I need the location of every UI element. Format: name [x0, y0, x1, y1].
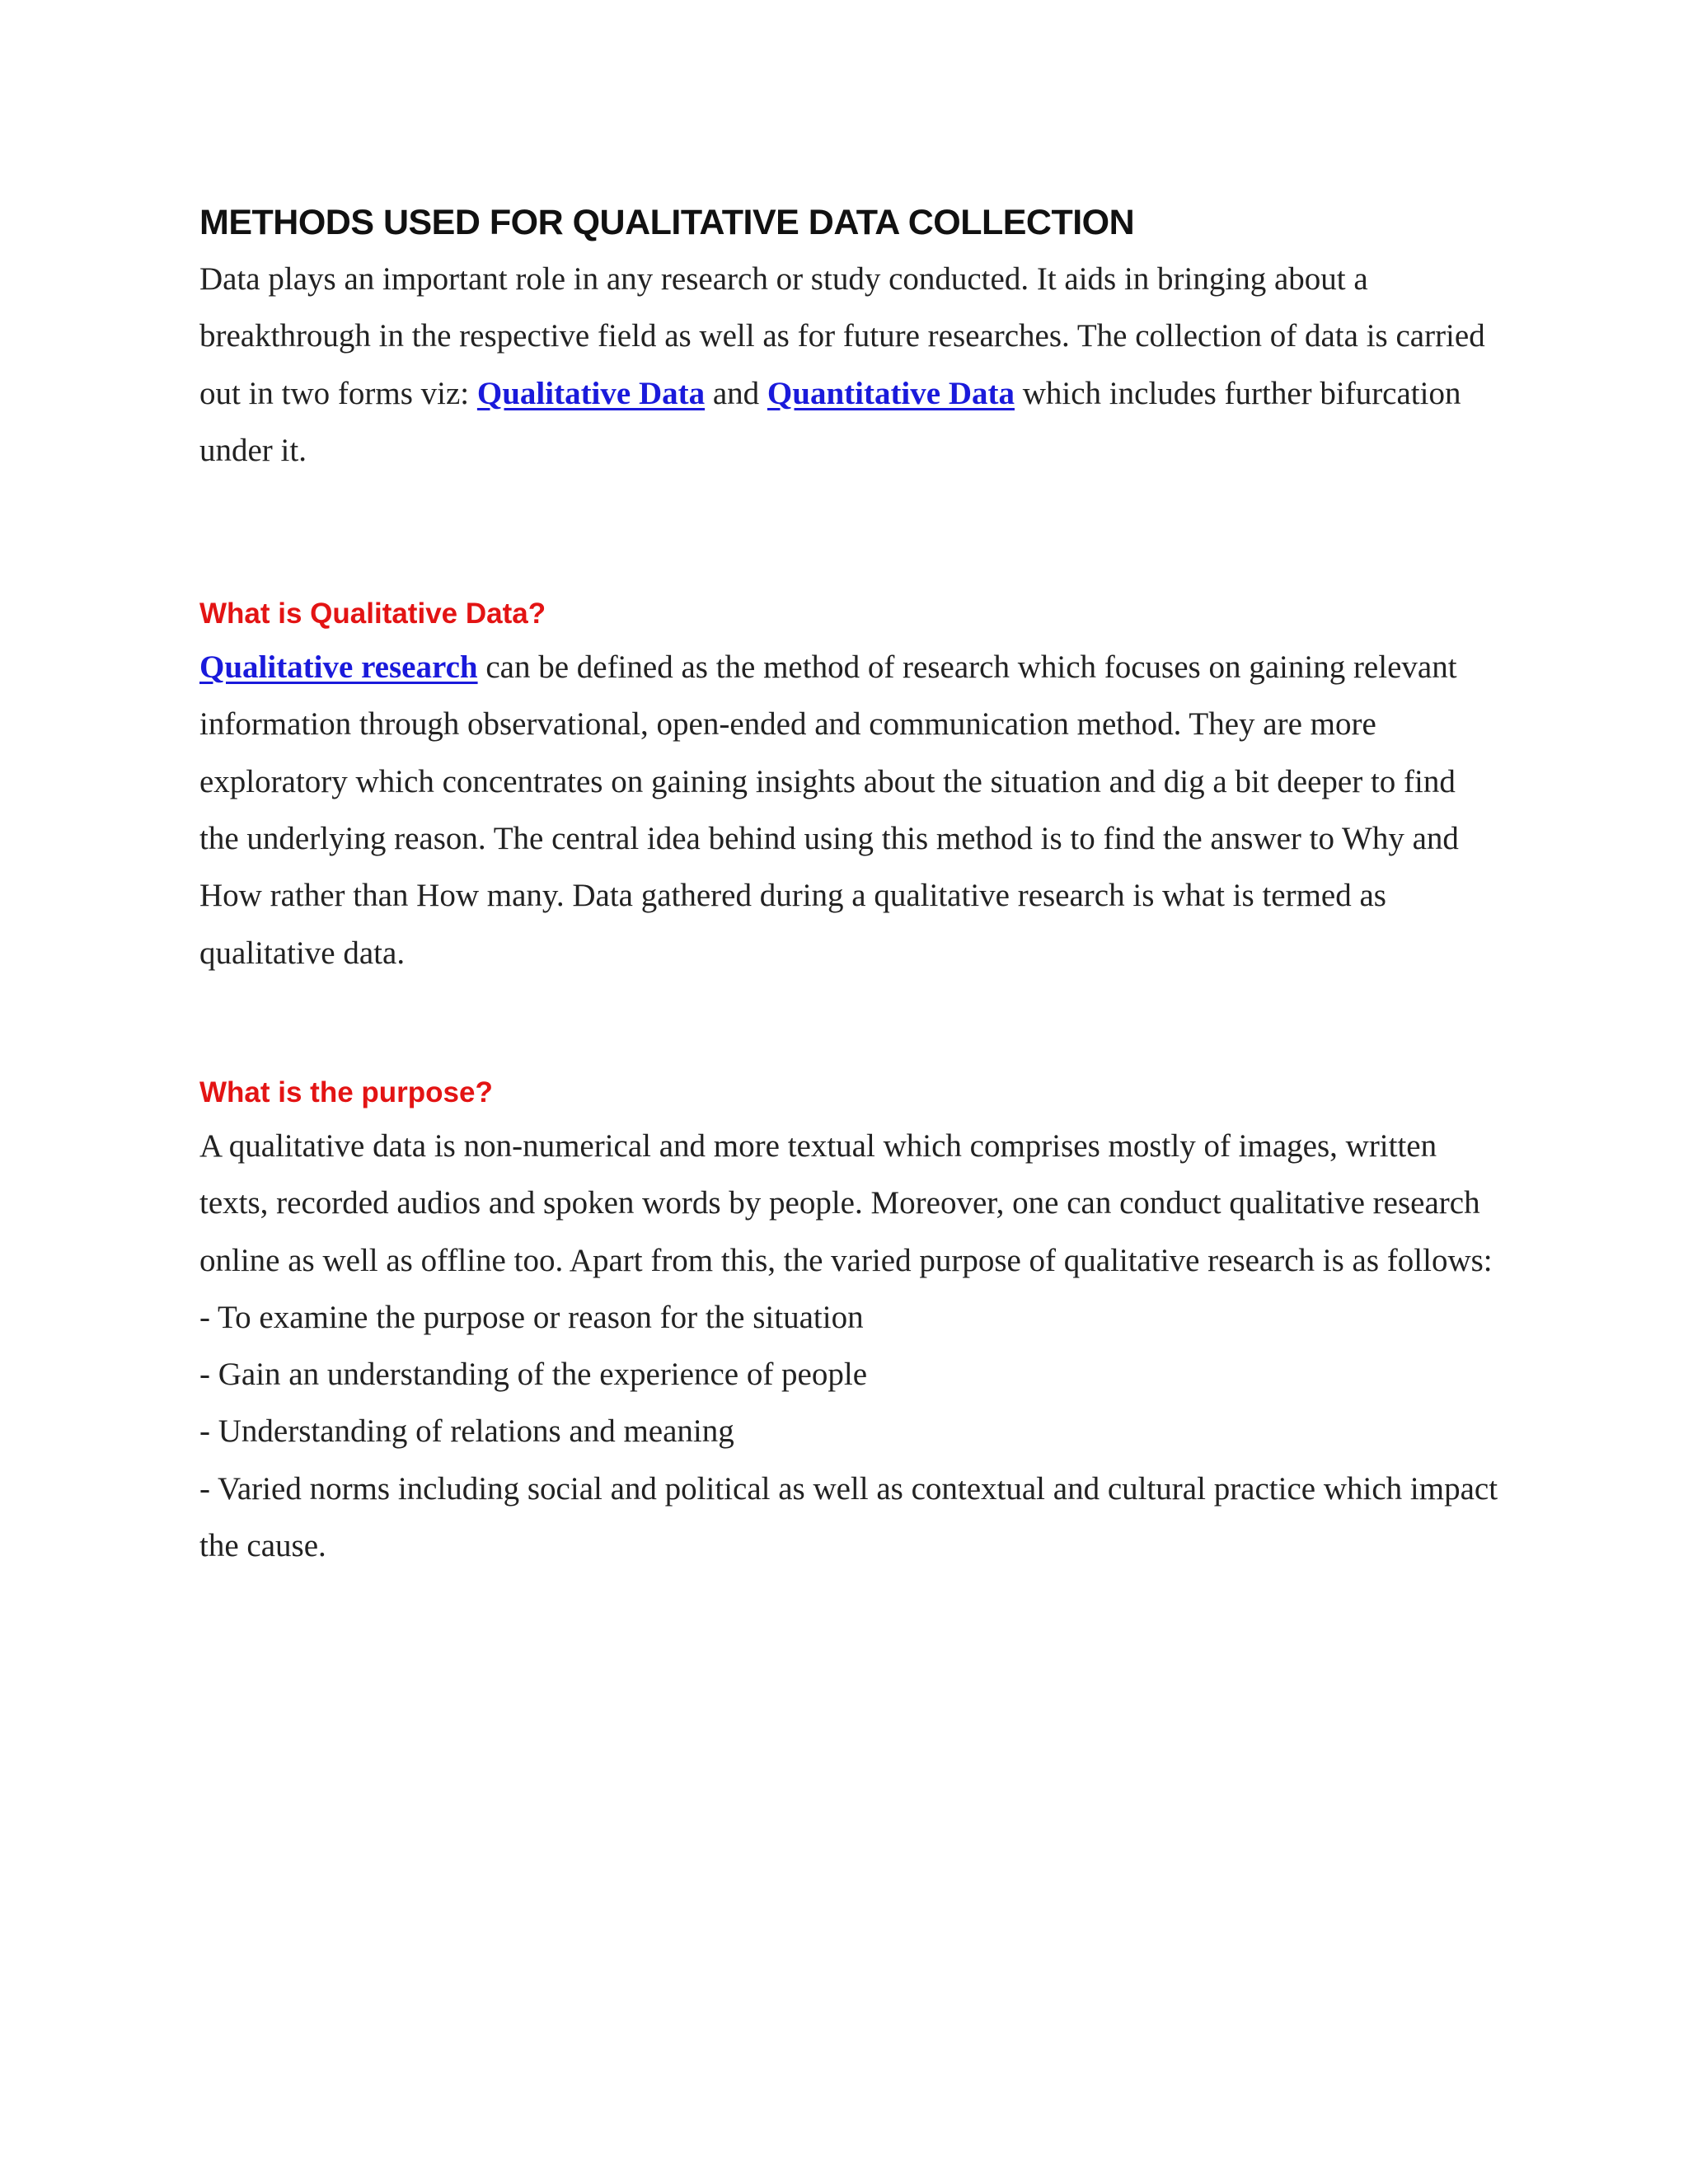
section-spacer — [199, 479, 1502, 589]
qualitative-research-link[interactable]: Qualitative research — [199, 649, 478, 686]
qualitative-data-link[interactable]: Qualitative Data — [476, 375, 706, 411]
list-item: - Gain an understanding of the experience of people — [199, 1357, 868, 1393]
intro-text-3: which includes further bifurcation under it. — [199, 375, 1461, 468]
qualitative-data-heading: What is Qualitative Data? — [199, 598, 546, 630]
qualitative-data-text: can be defined as the method of research which focuses on gaining relevant information through observational, open-ended and communication method. They are more exploratory which concentrates on gaining insights about the situation and dig a bit deeper to find the underlying reason. The central idea behind using this method is to find the answer to Why and How rather than How many. Data gathered during a qualitative research is what is termed as qualitative data. — [199, 649, 1459, 971]
list-item: - Varied norms including social and political as well as contextual and cultural practice which impact the cause. — [199, 1470, 1498, 1564]
list-item: - Understanding of relations and meaning — [199, 1413, 734, 1450]
purpose-heading: What is the purpose? — [199, 1076, 493, 1108]
document-title: METHODS USED FOR QUALITATIVE DATA COLLECTION — [199, 203, 1135, 242]
qualitative-data-paragraph — [199, 639, 1502, 982]
quantitative-data-link[interactable]: Quantitative Data — [767, 375, 1015, 411]
intro-paragraph — [199, 251, 1502, 479]
list-item: - To examine the purpose or reason for the situation — [199, 1299, 864, 1335]
purpose-list — [199, 1289, 1502, 1574]
purpose-paragraph: A qualitative data is non-numerical and more textual which comprises mostly of images, written texts, recorded audios and spoken words by people. Moreover, one can conduct qualitative research online as well as offline too. Apart from this, the varied purpose of qualitative research is as follows: — [199, 1127, 1493, 1278]
intro-text-2: and — [705, 375, 767, 411]
document-content — [199, 194, 1502, 1574]
section-spacer — [199, 982, 1502, 1068]
intro-text-1: Data plays an important role in any research or study conducted. It aids in bringing about a breakthrough in the respective field as well as for future researches. The collection of data is carried out in two forms viz: — [199, 261, 1485, 411]
